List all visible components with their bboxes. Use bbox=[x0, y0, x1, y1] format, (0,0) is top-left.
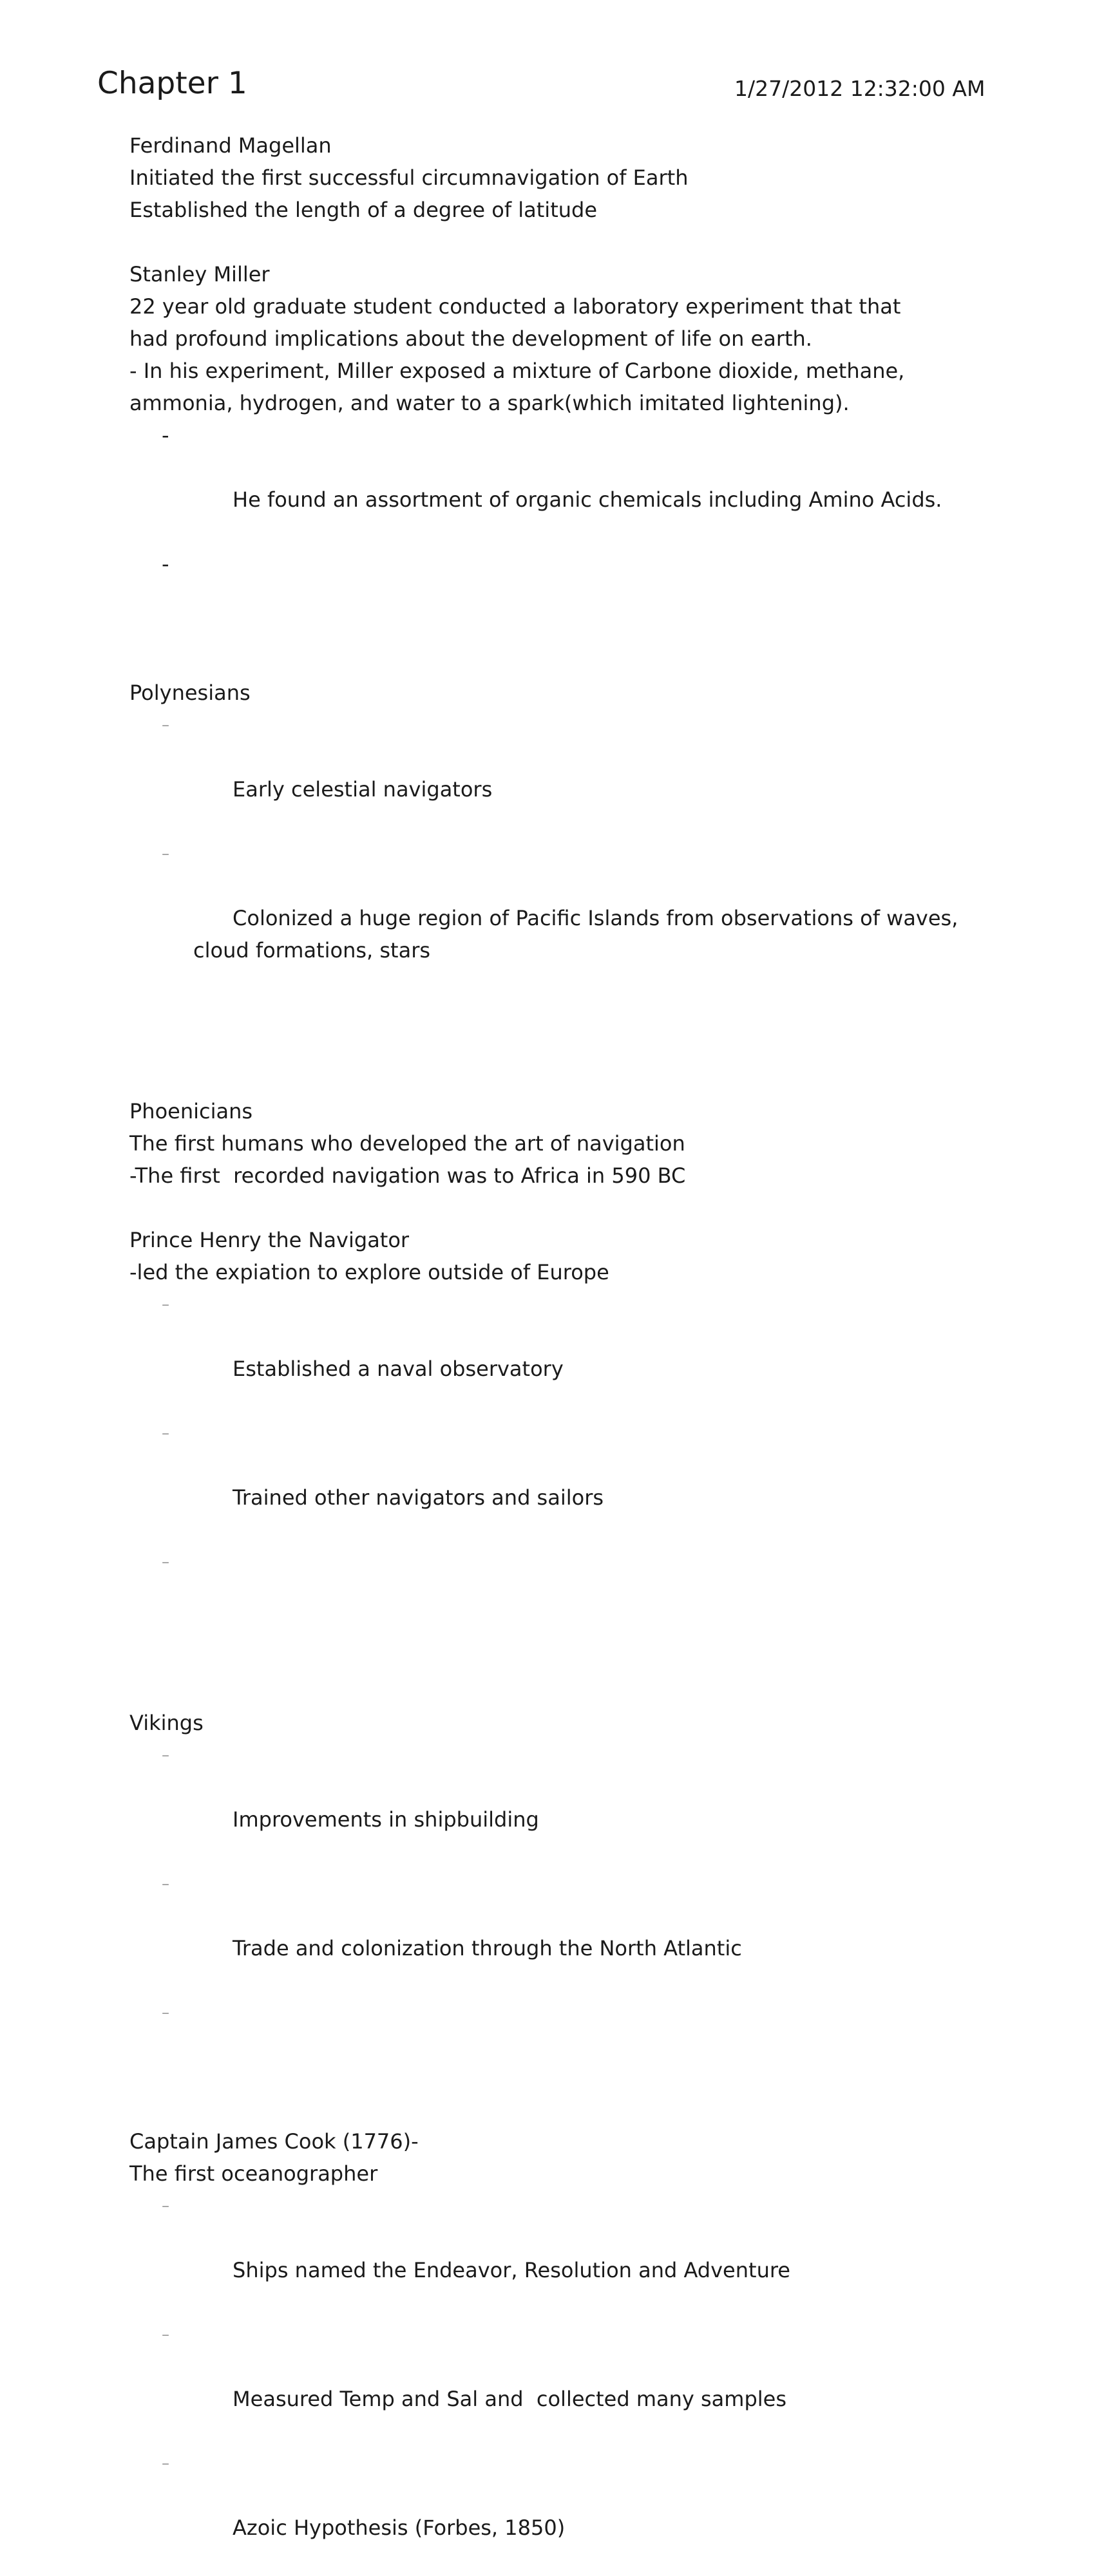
bullet-text: He found an assortment of organic chemicals including Amino Acids. bbox=[233, 487, 942, 512]
bullet-item bbox=[129, 1997, 986, 2125]
note-line: The first humans who developed the art of navigation bbox=[129, 1131, 685, 1156]
section-heading-polynesians: Polynesians bbox=[129, 681, 251, 705]
page-title: Chapter 1 bbox=[97, 66, 247, 101]
section-heading-cook: Captain James Cook (1776)- bbox=[129, 2129, 419, 2154]
section-heading-vikings: Vikings bbox=[129, 1711, 204, 1735]
bullet-item bbox=[129, 1288, 986, 1417]
note-line: -The first recorded navigation was to Africa in 590 BC bbox=[129, 1163, 686, 1188]
dash-bullet-icon: – bbox=[162, 1295, 169, 1313]
hyphen-bullet-icon: - bbox=[162, 552, 169, 576]
dash-bullet-icon: – bbox=[162, 1875, 169, 1893]
dash-bullet-icon: – bbox=[162, 1424, 169, 1442]
dash-bullet-icon: – bbox=[162, 2197, 169, 2215]
spacer bbox=[129, 226, 986, 258]
bullet-item bbox=[129, 548, 986, 677]
bullet-text: Established a naval observatory bbox=[233, 1357, 564, 1381]
bullet-item bbox=[129, 838, 986, 999]
section-heading-magellan: Ferdinand Magellan bbox=[129, 133, 332, 158]
bullet-text: Measured Temp and Sal and collected many samples bbox=[233, 2387, 787, 2411]
bullet-text: Early celestial navigators bbox=[233, 777, 493, 802]
bullet-text: Colonized a huge region of Pacific Islands from observations of waves, cloud formations, stars bbox=[193, 906, 958, 963]
note-line: - In his experiment, Miller exposed a mixture of Carbone dioxide, methane, bbox=[129, 359, 905, 383]
dash-bullet-icon: – bbox=[162, 845, 169, 863]
spacer bbox=[129, 999, 986, 1095]
bullet-text: Trained other navigators and sailors bbox=[233, 1485, 604, 1510]
bullet-item bbox=[129, 1868, 986, 1997]
section-heading-henry: Prince Henry the Navigator bbox=[129, 1228, 410, 1252]
bullet-item bbox=[129, 709, 986, 838]
bullet-text: Trade and colonization through the North Atlantic bbox=[233, 1936, 742, 1960]
section-heading-miller: Stanley Miller bbox=[129, 262, 270, 287]
note-line: 22 year old graduate student conducted a laboratory experiment that that bbox=[129, 294, 901, 319]
note-line: had profound implications about the development of life on earth. bbox=[129, 326, 812, 351]
note-line: ammonia, hydrogen, and water to a spark(which imitated lightening). bbox=[129, 391, 850, 415]
dash-bullet-icon: – bbox=[162, 2326, 169, 2344]
note-line: Established the length of a degree of latitude bbox=[129, 198, 598, 222]
dash-bullet-icon: – bbox=[162, 1746, 169, 1764]
bullet-item bbox=[129, 1417, 986, 1546]
bullet-item bbox=[129, 1739, 986, 1868]
dash-bullet-icon: – bbox=[162, 716, 169, 734]
timestamp: 1/27/2012 12:32:00 AM bbox=[734, 76, 986, 101]
bullet-item bbox=[129, 1546, 986, 1675]
bullet-text: Azoic Hypothesis (Forbes, 1850) bbox=[233, 2515, 566, 2540]
bullet-item bbox=[129, 419, 986, 548]
spacer bbox=[129, 1675, 986, 1707]
note-line: -led the expiation to explore outside of Europe bbox=[129, 1260, 609, 1284]
dash-bullet-icon: – bbox=[162, 2454, 169, 2472]
spacer bbox=[129, 1192, 986, 1224]
dash-bullet-icon: – bbox=[162, 1553, 169, 1571]
dash-bullet-icon: – bbox=[162, 2004, 169, 2022]
bullet-text: Improvements in shipbuilding bbox=[233, 1807, 539, 1832]
bullet-item bbox=[129, 2190, 986, 2318]
bullet-item bbox=[129, 2318, 986, 2447]
bullet-item bbox=[129, 2447, 986, 2576]
notes-body bbox=[129, 129, 986, 2576]
hyphen-bullet-icon: - bbox=[162, 423, 169, 447]
section-heading-phoenicians: Phoenicians bbox=[129, 1099, 253, 1123]
note-line: The first oceanographer bbox=[129, 2161, 378, 2186]
bullet-text: Ships named the Endeavor, Resolution and Adventure bbox=[233, 2258, 790, 2282]
note-line: Initiated the first successful circumnavigation of Earth bbox=[129, 165, 689, 190]
